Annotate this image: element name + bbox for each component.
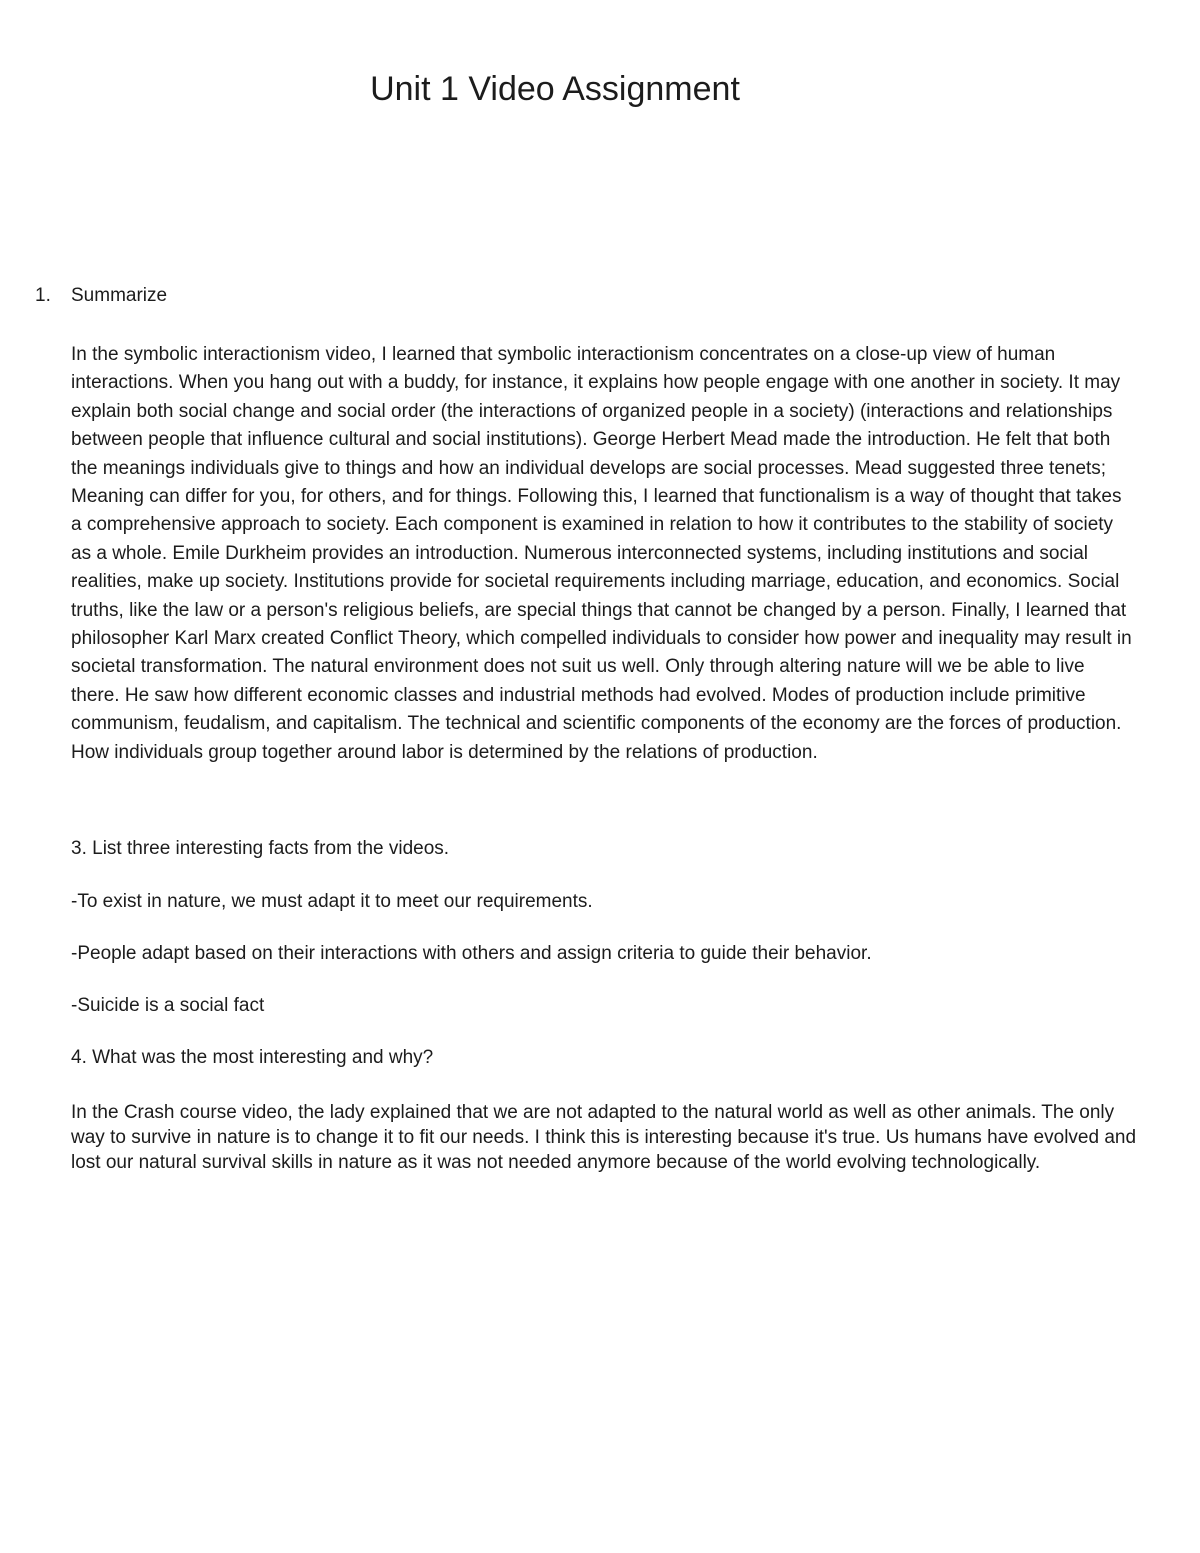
question-1-label: Summarize (71, 285, 168, 306)
fact-item: -To exist in nature, we must adapt it to meet our requirements. (71, 891, 593, 912)
fact-item: -Suicide is a social fact (71, 995, 265, 1016)
summary-paragraph: In the symbolic interactionism video, I learned that symbolic interactionism concentrates on a close-up view of human interactions. When you hang out with a buddy, for instance, it explains how people engage with one another in society. It may explain both social change and social order (the interactions of organized people in a society) (interactions and relationships between people that influence cultural and social institutions). George Herbert Mead made the introduction. He felt that both the meanings individuals give to things and how an individual develops are social processes. Mead suggested three tenets; Meaning can differ for you, for others, and for things. Following this, I learned that functionalism is a way of thought that takes a comprehensive approach to society. Each component is examined in relation to how it contributes to the stability of society as a whole. Emile Durkheim provides an introduction. Numerous interconnected systems, including institutions and social realities, make up society. Institutions provide for societal requirements including marriage, education, and economics. Social truths, like the law or a person's religious beliefs, are special things that cannot be changed by a person. Finally, I learned that philosopher Karl Marx created Conflict Theory, which compelled individuals to consider how power and inequality may result in societal transformation. The natural environment does not suit us well. Only through altering nature will we be able to live there. He saw how different economic classes and industrial methods had evolved. Modes of production include primitive communism, feudalism, and capitalism. The technical and scientific components of the economy are the forces of production. How individuals group together around labor is determined by the relations of production. (71, 344, 1132, 763)
question-1-number: 1. (35, 285, 51, 306)
question-3-heading: 3. List three interesting facts from the videos. (71, 838, 450, 859)
question-4-answer: In the Crash course video, the lady explained that we are not adapted to the natural world as well as other animals. The only way to survive in nature is to change it to fit our needs. I think this is interesting because it's true. Us humans have evolved and lost our natural survival skills in nature as it was not needed anymore because of the world evolving technologically. (71, 1102, 1137, 1173)
question-4-heading: 4. What was the most interesting and why? (71, 1047, 434, 1068)
fact-item: -People adapt based on their interactions with others and assign criteria to guide their behavior. (71, 943, 872, 964)
document-title: Unit 1 Video Assignment (370, 70, 740, 108)
